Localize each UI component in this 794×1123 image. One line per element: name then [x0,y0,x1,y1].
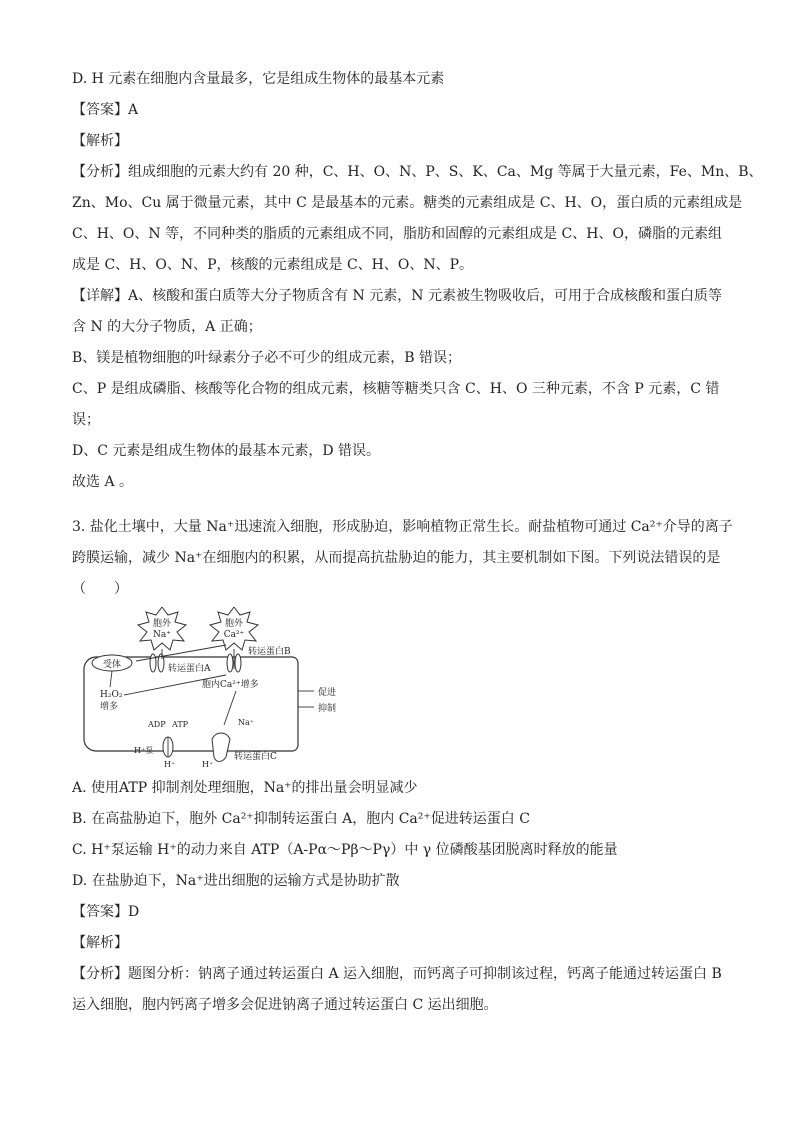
q3-stem-line: 跨膜运输，减少 Na⁺在细胞内的积累，从而提高抗盐胁迫的能力，其主要机制如下图。下列说法错误的是 [72,550,721,566]
promote-label: 促进 [318,688,337,698]
q2-analysis-heading: 【解析】 [72,133,128,149]
transporter-c-shape [212,733,230,762]
h-plus-out-1: H⁺ [164,760,176,767]
q2-answer: 【答案】A [72,102,139,118]
atp-label: ATP [172,720,189,729]
transporter-b-label: 转运蛋白B [248,647,291,657]
inside-ca-label: 胞内Ca²⁺增多 [202,680,259,690]
q2-xiangjie-line: D、C 元素是组成生物体的最基本元素，D 错误。 [72,443,381,459]
na-inside-label: Na⁺ [238,718,254,727]
q2-conclusion: 故选 A 。 [72,474,134,490]
q2-xiangjie-line: 【详解】A、核酸和蛋白质等大分子物质含有 N 元素，N 元素被生物吸收后，可用于合成核酸和蛋白质等 [72,288,722,304]
receptor-label: 受体 [102,660,122,670]
adp-label: ADP [148,720,166,729]
outside-na-label-1: 胞外 [152,619,172,629]
transporter-a-label: 转运蛋白A [168,664,211,674]
h2o2-more-label: 增多 [100,702,119,712]
q2-fenxi-line: 【分析】组成细胞的元素大约有 20 种，C、H、O、N、P、S、K、Ca、Mg 等属于大量元素，Fe、Mn、B、 [72,164,763,180]
h-plus-out-2: H⁺ [202,760,214,767]
ion-transport-diagram [76,607,376,767]
q3-option-b: B. 在高盐胁迫下，胞外 Ca²⁺抑制转运蛋白 A，胞内 Ca²⁺促进转运蛋白 C [72,811,530,827]
q3-option-c: C. H⁺泵运输 H⁺的动力来自 ATP（A-Pα～Pβ～Pγ）中 γ 位磷酸基团脱离时释放的能量 [72,842,618,858]
q2-fenxi-line: 成是 C、H、O、N、P，核酸的元素组成是 C、H、O、N、P。 [72,257,474,273]
q2-option-d: D. H 元素在细胞内含量最多，它是组成生物体的最基本元素 [72,71,445,87]
outside-ca-label-2: Ca²⁺ [223,630,245,640]
outside-ca-label-1: 胞外 [224,619,244,629]
outside-na-label-2: Na⁺ [153,630,171,640]
document-page [72,64,763,1021]
h-pump-label: H⁺泵 [134,746,154,755]
q3-answer: 【答案】D [72,904,140,920]
inhibit-label: 抑制 [318,704,337,714]
q3-fenxi-line: 运入细胞，胞内钙离子增多会促进钠离子通过转运蛋白 C 运出细胞。 [72,997,498,1013]
q2-xiangjie-line: C、P 是组成磷脂、核酸等化合物的组成元素，核糖等糖类只含 C、H、O 三种元素，不含 P 元素，C 错 [72,381,720,397]
q3-analysis-heading: 【解析】 [72,935,128,951]
q3-fenxi-line: 【分析】题图分析：钠离子通过转运蛋白 A 运入细胞，而钙离子可抑制该过程，钙离子能通过转运蛋白 B [72,966,722,982]
h2o2-label: H₂O₂ [100,690,123,700]
q3-stem-line: 3. 盐化土壤中，大量 Na⁺迅速流入细胞，形成胁迫，影响植物正常生长。耐盐植物可通过 Ca²⁺介导的离子 [72,519,733,535]
q2-xiangjie-line: B、镁是植物细胞的叶绿素分子必不可少的组成元素，B 错误； [72,350,462,366]
transporter-a-shape [150,654,156,672]
q3-option-d: D. 在盐胁迫下，Na⁺进出细胞的运输方式是协助扩散 [72,873,400,889]
q2-fenxi-line: Zn、Mo、Cu 属于微量元素，其中 C 是最基本的元素。糖类的元素组成是 C、H、O，蛋白质的元素组成是 [72,195,743,211]
transporter-b-shape [227,654,233,672]
q3-stem-line: （ ） [72,581,128,597]
q2-fenxi-line: C、H、O、N 等，不同种类的脂质的元素组成不同，脂肪和固醇的元素组成是 C、H、O，磷脂的元素组 [72,226,722,242]
q3-option-a: A. 使用ATP 抑制剂处理细胞，Na⁺的排出量会明显减少 [72,780,418,796]
q2-xiangjie-line: 含 N 的大分子物质，A 正确； [72,319,262,335]
q2-xiangjie-line: 误； [72,412,100,428]
transporter-c-label: 转运蛋白C [234,752,277,762]
